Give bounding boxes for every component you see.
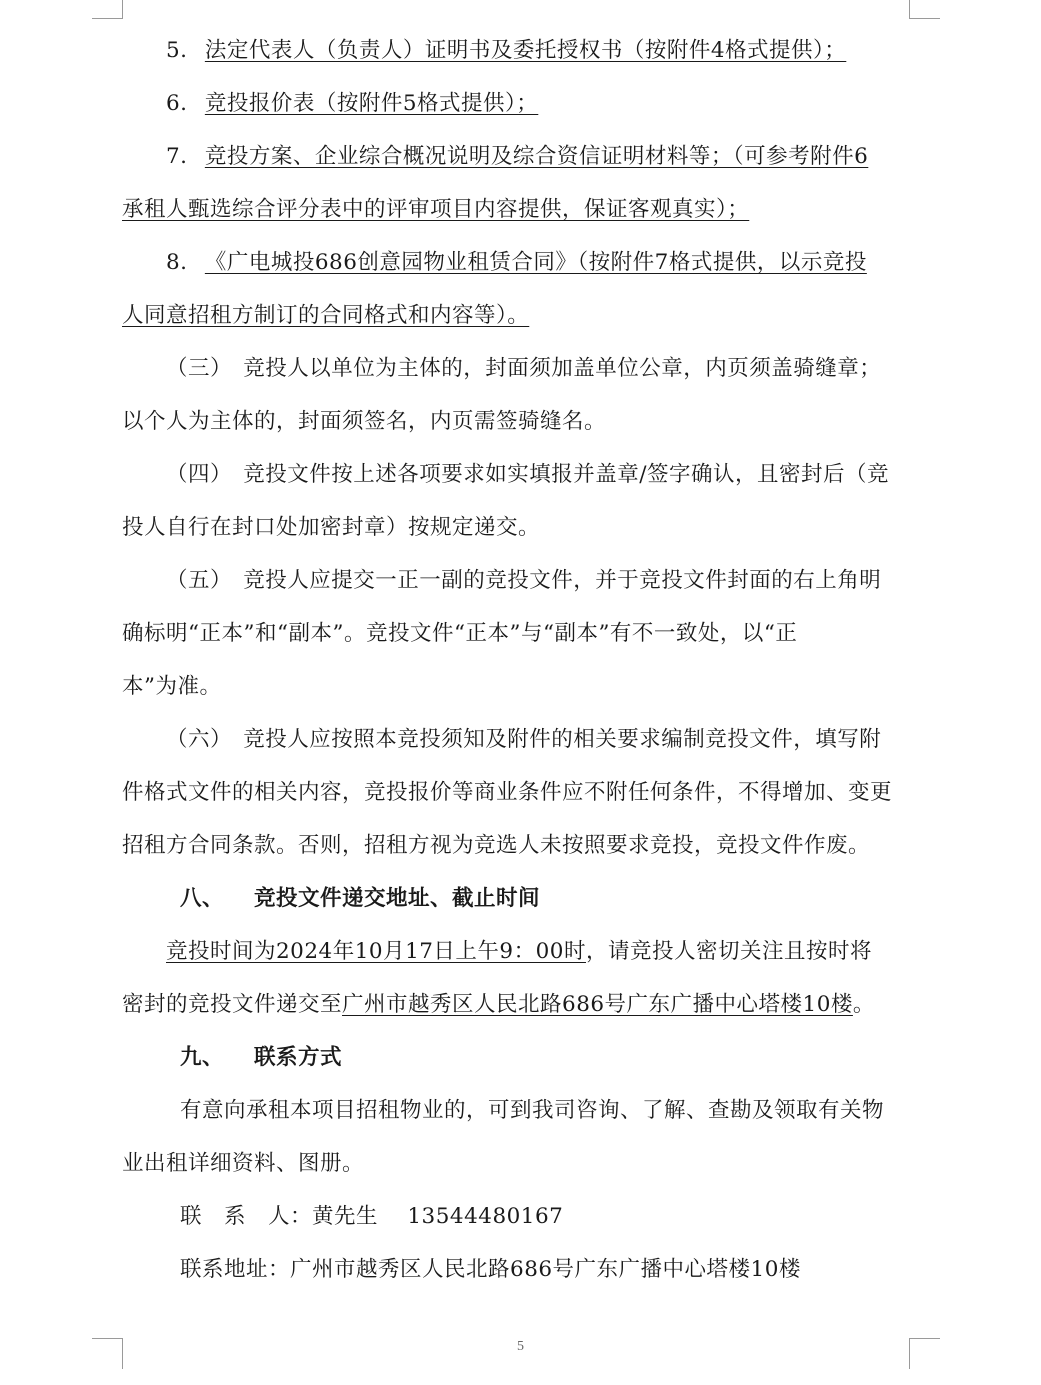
paragraph-6-line-2: 件格式文件的相关内容，竞投报价等商业条件应不附任何条件，不得增加、变更 xyxy=(122,780,893,805)
list-item-7 xyxy=(166,142,868,172)
address-value: 广州市越秀区人民北路686号广东广播中心塔楼10楼 xyxy=(290,1257,801,1282)
bid-time-note: ，请竞投人密切关注且按时将 xyxy=(585,939,872,964)
address-label: 联系地址： xyxy=(180,1257,291,1282)
paragraph-5-line-2: 确标明“正本”和“副本”。竞投文件“正本”与“副本”有不一致处，以“正 xyxy=(122,621,798,646)
contact-phone: 13544480167 xyxy=(407,1204,564,1229)
list-item-number: 7. xyxy=(166,144,188,169)
section-8-heading xyxy=(180,884,540,914)
paragraph-3-line-1: （三） 竞投人以单位为主体的，封面须加盖单位公章，内页须盖骑缝章； xyxy=(166,356,882,381)
section-9-para-line-2: 业出租详细资料、图册。 xyxy=(122,1151,365,1176)
list-item-7-continued: 承租人甄选综合评分表中的评审项目内容提供，保证客观真实）； xyxy=(122,197,750,222)
contact-person xyxy=(180,1202,563,1232)
list-item-text: 竞投方案、企业综合概况说明及综合资信证明材料等；（可参考附件6 xyxy=(204,144,869,169)
contact-label: 联 系 人： xyxy=(180,1204,313,1229)
paragraph-6-line-3: 招租方合同条款。否则，招租方视为竞选人未按照要求竞投，竞投文件作废。 xyxy=(122,833,871,858)
list-item-text: 《广电城投686创意园物业租赁合同》（按附件7格式提供，以示竞投 xyxy=(204,250,867,275)
submit-address: 广州市越秀区人民北路686号广东广播中心塔楼10楼 xyxy=(342,992,853,1017)
list-item-number: 5. xyxy=(166,38,188,63)
list-item-5 xyxy=(166,36,846,66)
list-item-8 xyxy=(166,248,867,278)
page-number: 5 xyxy=(517,1339,524,1354)
list-item-number: 6. xyxy=(166,91,188,116)
list-item-6 xyxy=(166,89,538,119)
section-9-heading xyxy=(180,1043,342,1073)
section-number: 九、 xyxy=(180,1045,225,1070)
submit-suffix: 。 xyxy=(852,992,875,1017)
list-item-text: 法定代表人（负责人）证明书及委托授权书（按附件4格式提供）； xyxy=(204,38,847,63)
section-title: 联系方式 xyxy=(254,1045,343,1070)
list-item-number: 8. xyxy=(166,250,188,275)
paragraph-6-line-1: （六） 竞投人应按照本竞投须知及附件的相关要求编制竞投文件，填写附 xyxy=(166,727,882,752)
section-9-para-line-1: 有意向承租本项目招租物业的，可到我司咨询、了解、查勘及领取有关物 xyxy=(180,1098,885,1123)
contact-name: 黄先生 xyxy=(312,1204,379,1229)
submit-prefix: 密封的竞投文件递交至 xyxy=(122,992,343,1017)
paragraph-4-line-1: （四） 竞投文件按上述各项要求如实填报并盖章/签字确认，且密封后（竞 xyxy=(166,462,889,487)
paragraph-4-line-2: 投人自行在封口处加密封章）按规定递交。 xyxy=(122,515,541,540)
section-number: 八、 xyxy=(180,886,225,911)
bid-time: 竞投时间为2024年10月17日上午9：00时 xyxy=(166,939,586,964)
list-item-text: 竞投报价表（按附件5格式提供）； xyxy=(204,91,539,116)
section-8-line-1 xyxy=(166,937,872,967)
paragraph-3-line-2: 以个人为主体的，封面须签名，内页需签骑缝名。 xyxy=(122,409,607,434)
crop-mark-top-right xyxy=(909,0,940,19)
list-item-8-continued: 人同意招租方制订的合同格式和内容等）。 xyxy=(122,303,530,328)
paragraph-5-line-3: 本”为准。 xyxy=(122,674,222,699)
crop-mark-top-left xyxy=(92,0,123,19)
paragraph-5-line-1: （五） 竞投人应提交一正一副的竞投文件，并于竞投文件封面的右上角明 xyxy=(166,568,882,593)
contact-address xyxy=(180,1255,801,1285)
section-title: 竞投文件递交地址、截止时间 xyxy=(254,886,541,911)
section-8-line-2 xyxy=(122,990,875,1020)
